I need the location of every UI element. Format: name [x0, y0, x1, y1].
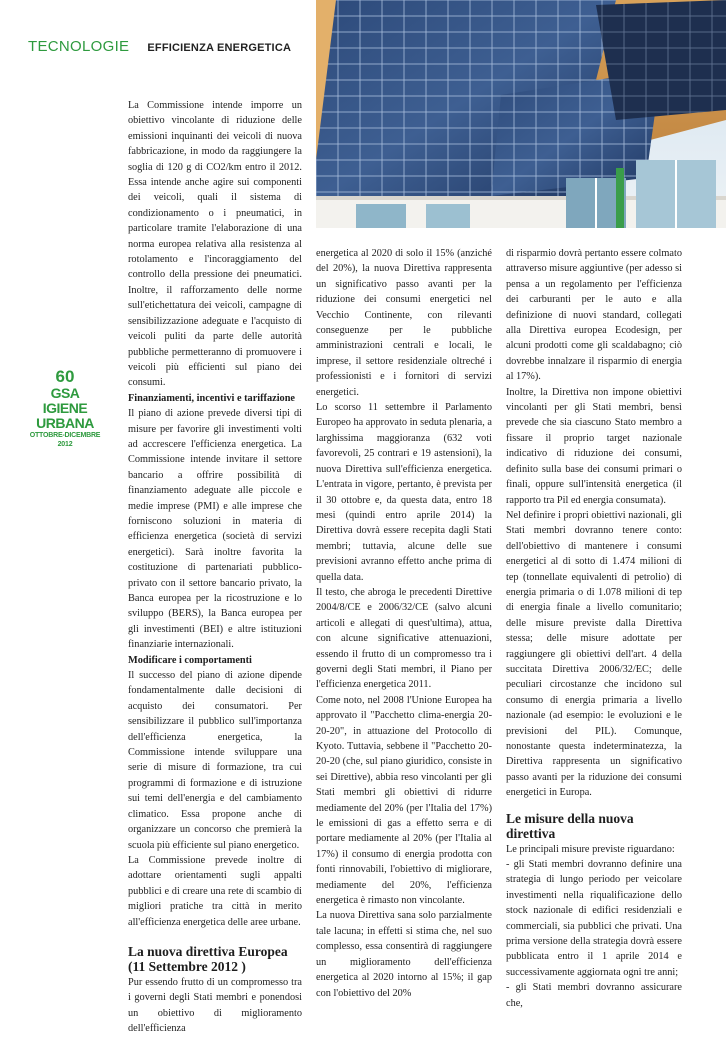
paragraph: Il testo, che abroga le precedenti Direttive 2004/8/CE e 2006/32/CE (salvo alcuni articoli e allegati di quest'ultima), attua, con alcune significative attenuazioni, essendo il frutto di un compromesso tra i governi degli Stati membri, il Piano per l'efficienza energetica 2011.	[316, 586, 492, 691]
paragraph: Come noto, nel 2008 l'Unione Europea ha approvato il "Pacchetto clima-energia 20-20-20", in attuazione del Protocollo di Kyoto. Tuttavia, sebbene il "Pacchetto 20-20-20 (che, sul piano giuridico, consiste in sei Direttive), abbia reso vincolanti per gli Stati membri gli obiettivi di ridurre mediamente del 20% (per l'Italia del 17%) le emissioni di gas a effetto serra e di portare mediamente al 20% (per l'Italia al 17%) il consumo di energia prodotta con fonti rinnovabili, l'obiettivo di migliorare, mediamente del 20%, l'efficienza energetica è rimasto non vincolante.	[316, 694, 492, 907]
page-number: 60	[55, 367, 75, 386]
subsection-title: EFFICIENZA ENERGETICA	[147, 42, 292, 54]
page-header	[28, 38, 291, 56]
solar-panel-roof-photo	[316, 0, 726, 228]
subheading-behaviour: Modificare i comportamenti	[128, 654, 252, 666]
paragraph: di risparmio dovrà pertanto essere colmato attraverso misure aggiuntive (per adesso si pensa a un regolamento per l'efficienza dei carburanti per le auto e alla definizione di nuovi standard, collegati alla Direttiva europea Ecodesign, per alcuni prodotti come gli scaldabagno; ciò dovrebbe innalzare il risparmio di energia al 17%).	[506, 248, 682, 383]
text-column-2	[316, 246, 492, 999]
paragraph: La nuova Direttiva sana solo parzialmente tale lacuna; in effetti si stima che, nel suo complesso, essa consentirà di raggiungere un miglioramento dell'efficienza energetica al 2020 intorno al 15%; il gap con l'obiettivo del 20%	[316, 910, 492, 999]
heading-directive-measures: Le misure della nuova direttiva	[506, 810, 634, 842]
paragraph: energetica al 2020 di solo il 15% (anziché del 20%), la nuova Direttiva rappresenta un significativo passo avanti per la riduzione dei consumi energetici nel Vecchio Continente, con rilevanti conseguenze per le pubbliche amministrazioni centrali e locali, le imprese, il settore residenziale oltreché i professionisti e i fornitori di servizi energetici.	[316, 248, 492, 398]
paragraph: Lo scorso 11 settembre il Parlamento Europeo ha approvato in seduta plenaria, a larghissima maggioranza (632 voti favorevoli, 25 contrari e 19 astensioni), la nuova Direttiva sull'efficienza energetica. L'entrata in vigore, pertanto, è prevista per il 30 ottobre e, da questa data, entro 18 mesi (quindi entro aprile 2014) la Direttiva dovrà essere recepita dagli Stati membri; tuttavia, alcune delle sue previsioni avranno effetto anche prima di quella data.	[316, 402, 492, 583]
paragraph: La Commissione intende imporre un obiettivo vincolante di riduzione delle emissioni inquinanti dei veicoli di nuova fabbricazione, in modo da raggiungere la soglia di 120 g di CO2/km entro il 2012. Essa intende anche agire sui componenti dei veicoli, quali il sistema di condizionamento o i pneumatici, in particolare tramite l'elaborazione di una norma europea relativa alla resistenza al rotolamento e l'incoraggiamento del controllo della pressione dei pneumatici. Inoltre, il rafforzamento delle norme sull'etichettatura dei veicoli, campagne di sensibilizzazione adeguate e l'acquisto di veicoli puliti da parte delle autorità pubbliche permetteranno di promuovere i veicoli più efficienti sul piano dei consumi.	[128, 100, 302, 389]
paragraph: Inoltre, la Direttiva non impone obiettivi vincolanti per gli Stati membri, bensì prevede che sia ciascuno Stato membro a fissare il proprio target nazionale indicativo di riduzione dei consumi, definito sulla base dei consumi primari o finali, oppure sull'intensità energetica (il rapporto tra Pil ed energia consumata).	[506, 386, 682, 506]
text-column-1	[128, 98, 302, 1035]
paragraph: Il piano di azione prevede diversi tipi di misure per favorire gli investimenti volti ad accrescere l'efficienza energetica. La Commissione intende invitare il settore bancario a offrire possibilità di finanziamento adeguate alle piccole e medie imprese (PMI) e alle imprese che forniscono soluzioni in materia di efficienza energetica (società di servizi energetici). Sarà inoltre favorita la costituzione di partenariati pubblico-privato con il settore bancario privato, la Banca europea per la ricostruzione e lo sviluppo (BERS), la Banca europea per gli investimenti (BEI) e altre istituzioni finanziarie internazionali.	[128, 408, 302, 651]
section-title: TECNOLOGIE	[28, 38, 130, 55]
paragraph: Le principali misure previste riguardano:	[506, 843, 675, 855]
subheading-financing: Finanziamenti, incentivi e tariffazione	[128, 392, 296, 404]
paragraph: - gli Stati membri dovranno definire una strategia di lungo periodo per veicolare investimenti nella riqualificazione dello stock nazionale di edifici residenziali e commerciali, sia pubblici che privati. Una prima versione della strategia dovrà essere pubblicata entro il 1 aprile 2014 e successivamente aggiornata ogni tre anni;	[506, 859, 682, 978]
paragraph: - gli Stati membri dovranno assicurare che,	[506, 982, 682, 1009]
magazine-logo: GSA	[50, 385, 80, 401]
paragraph: Nel definire i propri obiettivi nazionali, gli Stati membri dovranno tenere conto: dell'obiettivo di mantenere i consumi energetici al di sotto di 1.474 milioni di tep (tonnellate equivalenti di petrolio) di energia primaria o di 1.078 milioni di tep di energia finale a livello comunitario; delle misure previste dalla Direttiva stessa; delle misure adottate per raggiungere gli obiettivi dell'art. 4 della succitata Direttiva 2006/32/EC; delle peculiari circostanze che incidono sul consumo di energia primaria a livello nazionale (ad esempio: le evoluzioni e le previsioni del PIL). Comunque, nonostante questa indeterminatezza, la Direttiva rappresenta un significativo passo avanti per la riduzione dei consumi energetici in Europa.	[506, 509, 682, 799]
solar-roof-illustration	[316, 0, 726, 228]
magazine-name: IGIENE URBANA	[36, 400, 94, 431]
paragraph: Pur essendo frutto di un compromesso tra i governi degli Stati membri e ponendosi un obiettivo di miglioramento dell'efficienza	[128, 976, 302, 1035]
issue-date: OTTOBRE-DICEMBRE 2012	[29, 432, 101, 448]
text-column-3	[506, 246, 682, 1009]
heading-new-directive: La nuova direttiva Europea (11 Settembre 2012 )	[128, 943, 288, 975]
paragraph: La Commissione prevede inoltre di adottare orientamenti sugli appalti pubblici e di creare una rete di scambio di migliori pratiche tra città in merito all'efficienza energetica delle aree urbane.	[128, 854, 302, 928]
page-badge	[22, 368, 108, 449]
paragraph: Il successo del piano di azione dipende fondamentalmente dalle decisioni di acquisto dei consumatori. Per sensibilizzare il pubblico sull'importanza dell'efficienza energetica, la Commissione intende sviluppare una serie di misure di formazione, tra cui programmi di formazione e di istruzione sui temi dell'energia e del cambiamento climatico. Essa propone anche di organizzare un concorso che premierà la scuola più efficiente sul piano energetico.	[128, 670, 302, 851]
